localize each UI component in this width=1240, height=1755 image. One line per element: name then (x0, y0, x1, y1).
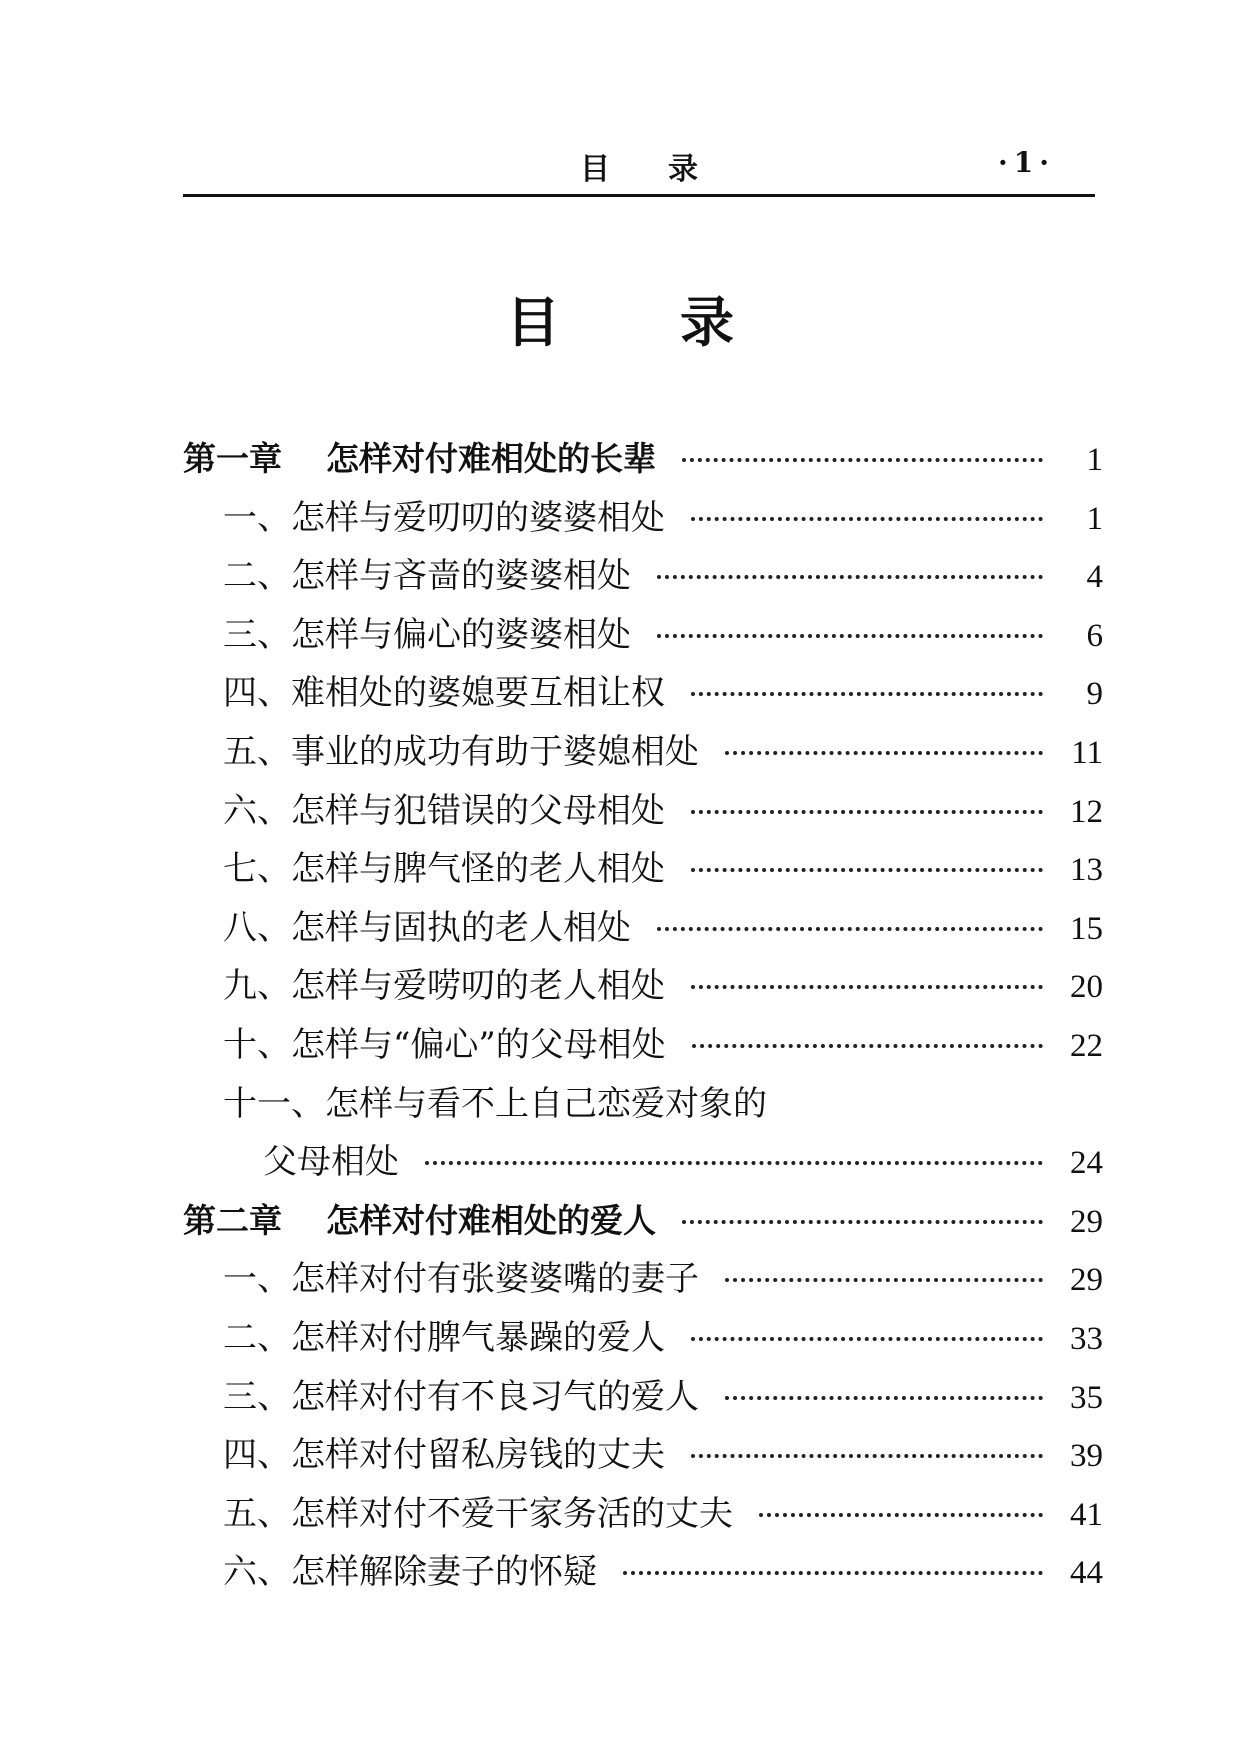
dot-leader (682, 1220, 1043, 1224)
table-of-contents (183, 430, 1103, 1602)
toc-entry-title (223, 1016, 666, 1075)
toc-page-number: 44 (1070, 1555, 1103, 1592)
dot-leader (657, 634, 1043, 638)
toc-section-entry[interactable] (183, 782, 1103, 841)
toc-entry-title (223, 840, 665, 899)
page-number: ·1· (998, 146, 1055, 179)
toc-page-number: 20 (1070, 969, 1103, 1006)
toc-entry-text: 六、怎样解除妻子的怀疑 (223, 1552, 597, 1593)
toc-entry-text: 七、怎样与脾气怪的老人相处 (223, 849, 665, 890)
dot-leader (691, 517, 1043, 521)
dot-leader (657, 575, 1043, 579)
toc-section-entry[interactable] (183, 840, 1103, 899)
toc-entry-title (263, 1133, 399, 1192)
running-header-title: 目录 (580, 152, 756, 187)
toc-entry-text: 二、怎样对付脾气暴躁的爱人 (223, 1317, 665, 1358)
dot-leader (623, 1571, 1043, 1575)
toc-entry-text: 怎样对付难相处的长辈 (326, 439, 656, 478)
dot-leader (691, 985, 1043, 989)
toc-entry-text: 五、怎样对付不爱干家务活的丈夫 (223, 1493, 733, 1534)
toc-entry-text: 父母相处 (263, 1142, 399, 1183)
toc-entry-text: 一、怎样对付有张婆婆嘴的妻子 (223, 1259, 699, 1300)
dot-leader (682, 458, 1043, 462)
toc-page-number: 33 (1070, 1320, 1103, 1357)
toc-page-number: 35 (1070, 1379, 1103, 1416)
page-title: 目录 (506, 290, 854, 354)
toc-entry-text: 八、怎样与固执的老人相处 (223, 907, 631, 948)
toc-section-entry[interactable] (183, 899, 1103, 958)
toc-page-number: 39 (1070, 1438, 1103, 1475)
toc-page-number: 1 (1086, 442, 1103, 478)
toc-page-number: 4 (1086, 559, 1103, 596)
dot-leader (691, 1337, 1043, 1341)
toc-entry-text: 九、怎样与爱唠叨的老人相处 (223, 966, 665, 1007)
toc-section-entry[interactable] (183, 1133, 1103, 1192)
toc-section-entry[interactable] (183, 1368, 1103, 1427)
dot-leader (725, 751, 1043, 755)
toc-chapter-number: 第一章 (183, 439, 282, 478)
toc-page-number: 41 (1070, 1496, 1103, 1533)
dot-leader (657, 927, 1043, 931)
toc-entry-title (223, 489, 665, 548)
dot-leader (691, 868, 1043, 872)
toc-entry-title (223, 1426, 665, 1485)
toc-entry-title (223, 1485, 733, 1544)
toc-entry-title (223, 782, 665, 841)
header-rule (183, 194, 1095, 197)
toc-entry-title (223, 957, 665, 1016)
toc-entry-title (183, 430, 656, 489)
toc-section-entry[interactable] (183, 1250, 1103, 1309)
toc-section-entry[interactable] (183, 606, 1103, 665)
toc-entry-text: 五、事业的成功有助于婆媳相处 (223, 731, 699, 772)
toc-section-entry[interactable] (183, 1426, 1103, 1485)
dot-leader (725, 1278, 1043, 1282)
toc-entry-text: 十、怎样与“偏心”的父母相处 (223, 1024, 666, 1065)
toc-page-number: 29 (1070, 1203, 1103, 1240)
toc-entry-text: 十一、怎样与看不上自己恋爱对象的 (223, 1083, 767, 1124)
dot-leader (725, 1396, 1043, 1400)
toc-entry-title (223, 1075, 767, 1134)
toc-entry-text: 怎样对付难相处的爱人 (326, 1200, 656, 1240)
toc-entry-title (223, 1368, 699, 1427)
dot-leader (691, 810, 1043, 814)
toc-section-entry[interactable] (183, 1075, 1103, 1134)
dot-leader (691, 1454, 1043, 1458)
toc-section-entry[interactable] (183, 1485, 1103, 1544)
dot-leader (759, 1513, 1043, 1517)
toc-chapter-number: 第二章 (183, 1200, 282, 1240)
toc-section-entry[interactable] (183, 1543, 1103, 1602)
toc-entry-title (223, 547, 631, 606)
toc-entry-title (223, 899, 631, 958)
toc-page-number: 12 (1070, 793, 1103, 830)
toc-entry-text: 三、怎样对付有不良习气的爱人 (223, 1376, 699, 1417)
toc-entry-text: 一、怎样与爱叨叨的婆婆相处 (223, 497, 665, 538)
toc-entry-title (223, 723, 699, 782)
running-header (183, 138, 1095, 194)
dot-leader (691, 692, 1043, 696)
toc-entry-text: 六、怎样与犯错误的父母相处 (223, 790, 665, 831)
toc-page-number: 15 (1070, 910, 1103, 947)
toc-chapter-entry[interactable] (183, 1192, 1103, 1251)
toc-entry-title (223, 1543, 597, 1602)
toc-section-entry[interactable] (183, 547, 1103, 606)
toc-section-entry[interactable] (183, 723, 1103, 782)
toc-page-number: 29 (1070, 1262, 1103, 1299)
toc-entry-text: 二、怎样与吝啬的婆婆相处 (223, 556, 631, 597)
toc-entry-text: 四、怎样对付留私房钱的丈夫 (223, 1435, 665, 1476)
toc-page-number: 13 (1070, 852, 1103, 889)
dot-leader (425, 1161, 1043, 1165)
toc-section-entry[interactable] (183, 1016, 1103, 1075)
toc-page-number: 6 (1086, 617, 1103, 654)
toc-page-number: 9 (1086, 676, 1103, 713)
toc-chapter-entry[interactable] (183, 430, 1103, 489)
toc-entry-title (223, 1309, 665, 1368)
toc-page-number: 11 (1071, 734, 1103, 771)
toc-entry-text: 四、难相处的婆媳要互相让权 (223, 673, 665, 714)
toc-entry-title (223, 606, 631, 665)
dot-leader (692, 1044, 1043, 1048)
toc-section-entry[interactable] (183, 1309, 1103, 1368)
toc-entry-title (223, 1250, 699, 1309)
toc-page-number: 24 (1070, 1145, 1103, 1182)
toc-entry-title (223, 664, 665, 723)
toc-page-number: 1 (1086, 500, 1103, 537)
toc-page-number: 22 (1070, 1027, 1103, 1064)
toc-section-entry[interactable] (183, 489, 1103, 548)
toc-section-entry[interactable] (183, 664, 1103, 723)
toc-section-entry[interactable] (183, 957, 1103, 1016)
toc-entry-title (183, 1192, 656, 1251)
toc-entry-text: 三、怎样与偏心的婆婆相处 (223, 614, 631, 655)
